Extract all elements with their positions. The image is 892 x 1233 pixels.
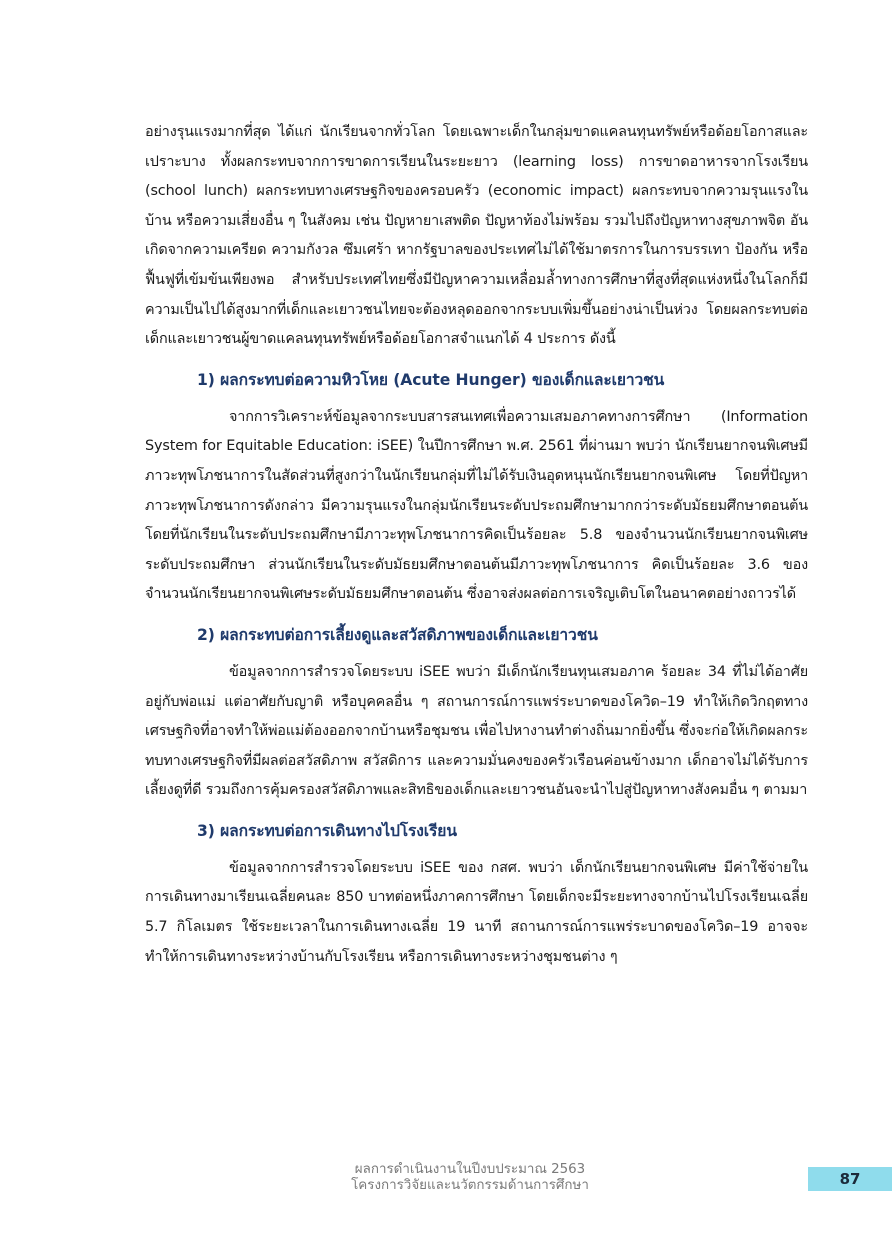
page-footer — [0, 1162, 892, 1202]
page-number: 87 — [839, 1169, 861, 1188]
section-heading-welfare: 2) ผลกระทบต่อการเลี้ยงดูและสวัสดิภาพของเด็กและเยาวชน — [197, 625, 598, 644]
section-paragraph-welfare: ข้อมูลจากการสำรวจโดยระบบ iSEE พบว่า มีเด็กนักเรียนทุนเสมอภาค ร้อยละ 34 ที่ไม่ได้อาศัยอยู่กับพ่อแม่ แต่อาศัยกับญาติ หรือบุคคลอื่น ๆ สถานการณ์การแพร่ระบาดของโควิด–19 ทำให้เกิดวิกฤตทางเศรษฐกิจที่อาจทำให้พ่อแม่ต้องออกจากบ้านหรือชุมชน เพื่อไปหางานทำต่างถิ่นมากยิ่งขึ้น ซึ่งจะก่อให้เกิดผลกระทบทางเศรษฐกิจที่มีผลต่อสวัสดิภาพ สวัสดิการ และความมั่นคงของครัวเรือนค่อนข้างมาก เด็กอาจไม่ได้รับการเลี้ยงดูที่ดี รวมถึงการคุ้มครองสวัสดิภาพและสิทธิของเด็กและเยาวชนอันจะนำไปสู่ปัญหาทางสังคมอื่น ๆ ตามมา — [145, 663, 808, 799]
section-paragraph-school-travel: ข้อมูลจากการสำรวจโดยระบบ iSEE ของ กสศ. พบว่า เด็กนักเรียนยากจนพิเศษ มีค่าใช้จ่ายในการเดินทางมาเรียนเฉลี่ยคนละ 850 บาทต่อหนึ่งภาคการศึกษา โดยเด็กจะมีระยะทางจากบ้านไปโรงเรียนเฉลี่ย 5.7 กิโลเมตร ใช้ระยะเวลาในการเดินทางเฉลี่ย 19 นาที สถานการณ์การแพร่ระบาดของโควิด–19 อาจจะทำให้การเดินทางระหว่างบ้านกับโรงเรียน หรือการเดินทางระหว่างชุมชนต่าง ๆ — [145, 859, 808, 965]
section-heading-acute-hunger: 1) ผลกระทบต่อความหิวโหย (Acute Hunger) ของเด็กและเยาวชน — [197, 370, 665, 389]
section-paragraph-acute-hunger: จากการวิเคราะห์ข้อมูลจากระบบสารสนเทศเพื่อความเสมอภาคทางการศึกษา (Information System for Equitable Education: iSEE) ในปีการศึกษา พ.ศ. 2561 ที่ผ่านมา พบว่า นักเรียนยากจนพิเศษมีภาวะทุพโภชนาการในสัดส่วนที่สูงกว่าในนักเรียนกลุ่มที่ไม่ได้รับเงินอุดหนุนนักเรียนยากจนพิเศษ โดยที่ปัญหาภาวะทุพโภชนาการดังกล่าว มีความรุนแรงในกลุ่มนักเรียนระดับประถมศึกษามากกว่าระดับมัธยมศึกษาตอนต้น โดยที่นักเรียนในระดับประถมศึกษามีภาวะทุพโภชนาการคิดเป็นร้อยละ 5.8 ของจำนวนนักเรียนยากจนพิเศษระดับประถมศึกษา ส่วนนักเรียนในระดับมัธยมศึกษาตอนต้นมีภาวะทุพโภชนาการ คิดเป็นร้อยละ 3.6 ของจำนวนนักเรียนยากจนพิเศษระดับมัธยมศึกษาตอนต้น ซึ่งอาจส่งผลต่อการเจริญเติบโตในอนาคตอย่างถาวรได้ — [145, 408, 808, 603]
section-heading-school-travel: 3) ผลกระทบต่อการเดินทางไปโรงเรียน — [197, 821, 457, 840]
footer-line-report-title: ผลการดำเนินงานในปีงบประมาณ 2563 — [354, 1162, 586, 1177]
footer-line-project-name: โครงการวิจัยและนวัตกรรมด้านการศึกษา — [351, 1178, 589, 1193]
page-number-badge — [808, 1167, 892, 1191]
intro-paragraph: อย่างรุนแรงมากที่สุด ได้แก่ นักเรียนจากทั่วโลก โดยเฉพาะเด็กในกลุ่มขาดแคลนทุนทรัพย์หรือด้อยโอกาสและเปราะบาง ทั้งผลกระทบจากการขาดการเรียนในระยะยาว (learning loss) การขาดอาหารจากโรงเรียน (school lunch) ผลกระทบทางเศรษฐกิจของครอบครัว (economic impact) ผลกระทบจากความรุนแรงในบ้าน หรือความเสี่ยงอื่น ๆ ในสังคม เช่น ปัญหายาเสพติด ปัญหาท้องไม่พร้อม รวมไปถึงปัญหาทางสุขภาพจิต อันเกิดจากความเครียด ความกังวล ซึมเศร้า หากรัฐบาลของประเทศไม่ได้ใช้มาตรการในการบรรเทา ป้องกัน หรือฟื้นฟูที่เข้มข้นเพียงพอ สำหรับประเทศไทยซึ่งมีปัญหาความเหลื่อมล้ำทางการศึกษาที่สูงที่สุดแห่งหนึ่งในโลกก็มีความเป็นไปได้สูงมากที่เด็กและเยาวชนไทยจะต้องหลุดออกจากระบบเพิ่มขึ้นอย่างน่าเป็นห่วง โดยผลกระทบต่อเด็กและเยาวชนผู้ขาดแคลนทุนทรัพย์หรือด้อยโอกาสจำแนกได้ 4 ประการ ดังนี้ — [145, 124, 808, 348]
page-content — [145, 118, 808, 972]
footer-caption — [300, 1162, 640, 1194]
